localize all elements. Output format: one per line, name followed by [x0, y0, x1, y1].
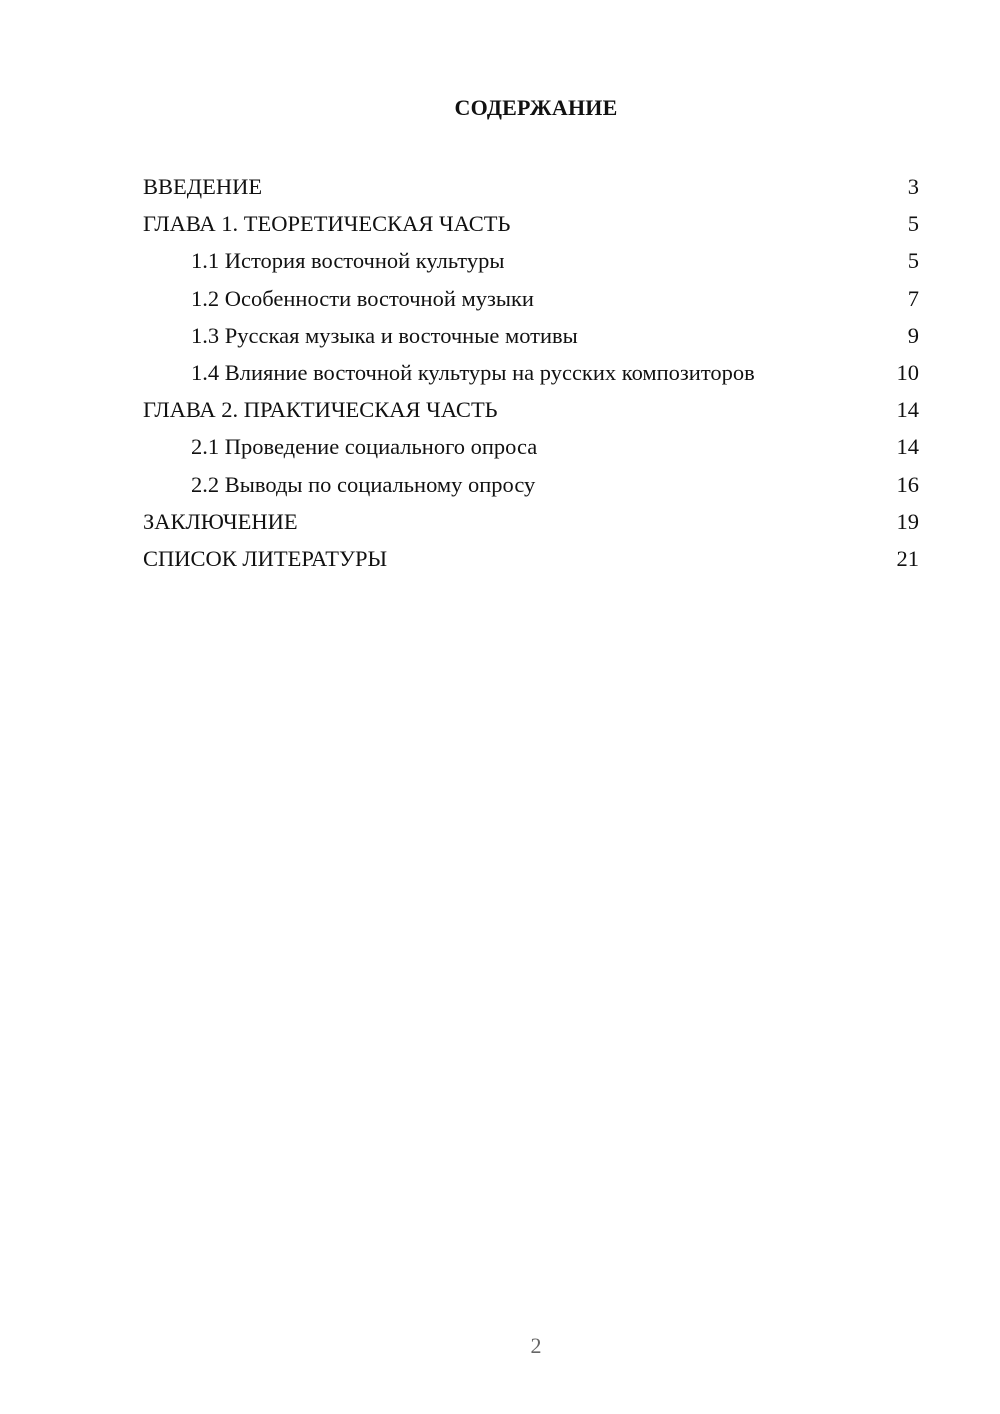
toc-entry-label: 1.2 Особенности восточной музыки [191, 285, 534, 311]
toc-entry-page: 7 [907, 285, 919, 311]
toc-entry-label: ГЛАВА 1. ТЕОРЕТИЧЕСКАЯ ЧАСТЬ [143, 211, 511, 237]
toc-entry-page: 14 [896, 434, 919, 460]
toc-entry-page: 14 [896, 397, 919, 423]
toc-entry-section-1-2 [143, 280, 919, 317]
toc-entry-label: 1.1 История восточной культуры [191, 248, 505, 274]
toc-entry-page: 5 [907, 211, 919, 237]
toc-entry-section-1-4 [143, 354, 919, 391]
toc-entry-bibliography [143, 540, 919, 577]
table-of-contents [143, 168, 919, 577]
toc-entry-page: 3 [907, 174, 919, 199]
page-number: 2 [530, 1333, 542, 1358]
toc-entry-label: СПИСОК ЛИТЕРАТУРЫ [143, 545, 388, 571]
toc-entry-label: ГЛАВА 2. ПРАКТИЧЕСКАЯ ЧАСТЬ [143, 397, 498, 423]
toc-entry-section-1-3 [143, 317, 919, 354]
toc-entry-label: ЗАКЛЮЧЕНИЕ [143, 508, 298, 534]
toc-entry-page: 5 [907, 248, 919, 274]
toc-entry-page: 16 [896, 471, 919, 497]
toc-entry-chapter-2 [143, 391, 919, 428]
page-title: СОДЕРЖАНИЕ [454, 95, 618, 120]
toc-entry-chapter-1 [143, 205, 919, 242]
toc-entry-page: 9 [907, 322, 919, 348]
toc-entry-label: 1.3 Русская музыка и восточные мотивы [191, 322, 578, 348]
toc-entry-page: 21 [896, 545, 919, 571]
toc-entry-label: 1.4 Влияние восточной культуры на русских композиторов [191, 359, 755, 385]
toc-entry-conclusion [143, 503, 919, 540]
toc-entry-section-2-1 [143, 428, 919, 465]
toc-entry-label: ВВЕДЕНИЕ [143, 174, 263, 199]
toc-entry-label: 2.1 Проведение социального опроса [191, 434, 538, 460]
toc-entry-page: 19 [896, 508, 919, 534]
toc-entry-section-1-1 [143, 242, 919, 279]
toc-entry-section-2-2 [143, 466, 919, 503]
toc-entry-label: 2.2 Выводы по социальному опросу [191, 471, 536, 497]
toc-entry-page: 10 [896, 359, 919, 385]
toc-entry-introduction [143, 168, 919, 205]
